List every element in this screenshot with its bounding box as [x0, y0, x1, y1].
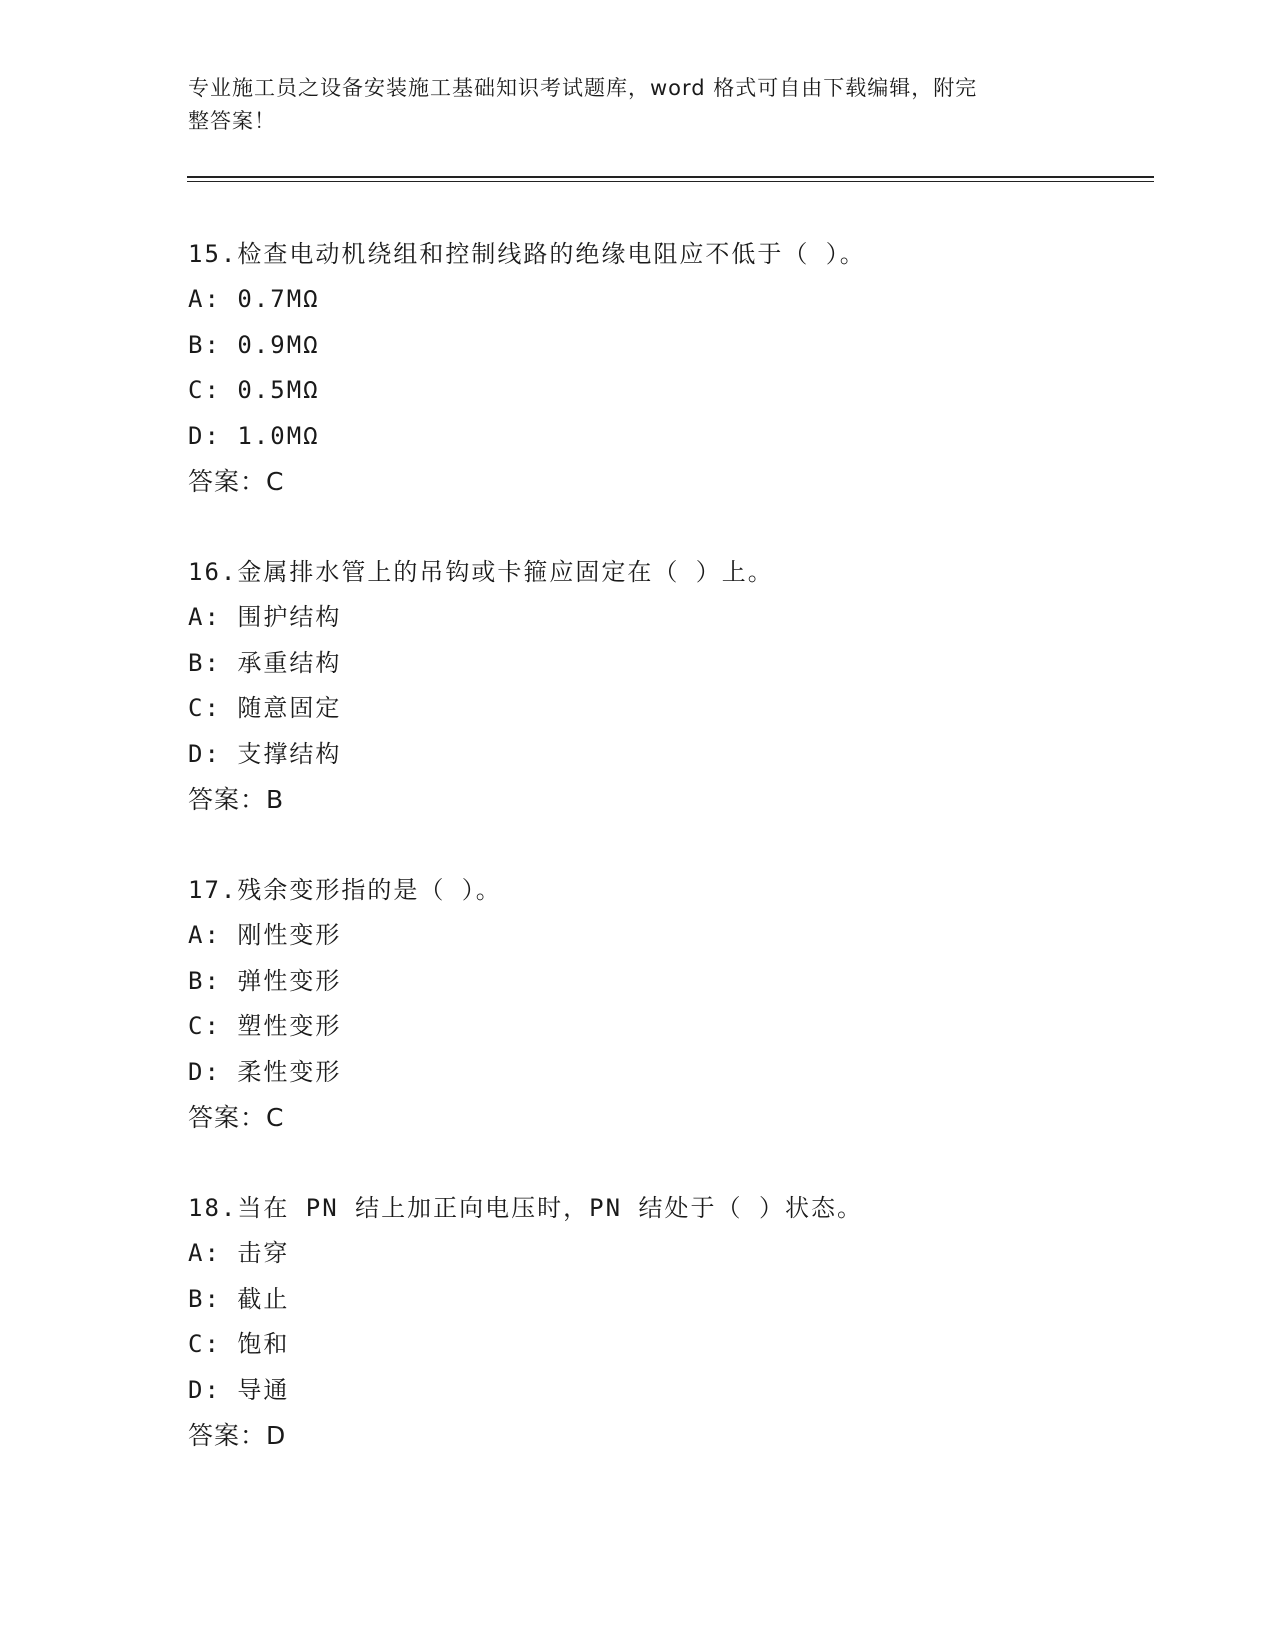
document-header — [188, 72, 1068, 138]
question-block — [188, 550, 1148, 823]
answer-line: 答案：C — [188, 1103, 285, 1132]
option-a: A: 刚性变形 — [188, 921, 342, 949]
option-d: D: 导通 — [188, 1375, 290, 1404]
question-block — [188, 1186, 1148, 1459]
option-a: A: 围护结构 — [188, 603, 342, 631]
option-c: C: 0.5MΩ — [188, 376, 320, 404]
question-block — [188, 868, 1148, 1141]
option-c: C: 饱和 — [188, 1330, 290, 1358]
option-b: B: 弹性变形 — [188, 966, 342, 995]
option-a: A: 0.7MΩ — [188, 285, 320, 313]
header-divider-thin — [187, 181, 1154, 182]
question-title: 15.检查电动机绕组和控制线路的绝缘电阻应不低于（ ）。 — [188, 240, 866, 268]
answer-line: 答案：D — [188, 1421, 287, 1450]
option-b: B: 承重结构 — [188, 648, 342, 677]
question-block — [188, 232, 1148, 505]
question-title: 17.残余变形指的是（ ）。 — [188, 876, 502, 904]
answer-line: 答案：C — [188, 467, 285, 496]
header-line-1: 专业施工员之设备安装施工基础知识考试题库，word 格式可自由下载编辑，附完 — [188, 76, 978, 100]
question-title: 18.当在 PN 结上加正向电压时，PN 结处于（ ）状态。 — [188, 1194, 863, 1222]
header-line-2: 整答案！ — [188, 109, 276, 133]
option-c: C: 随意固定 — [188, 694, 342, 722]
header-divider-thick — [187, 176, 1154, 178]
option-c: C: 塑性变形 — [188, 1012, 342, 1040]
option-b: B: 0.9MΩ — [188, 330, 320, 359]
answer-line: 答案：B — [188, 785, 285, 814]
option-b: B: 截止 — [188, 1284, 290, 1313]
option-d: D: 1.0MΩ — [188, 421, 320, 450]
option-d: D: 柔性变形 — [188, 1057, 342, 1086]
question-title: 16.金属排水管上的吊钩或卡箍应固定在（ ）上。 — [188, 558, 774, 586]
option-d: D: 支撑结构 — [188, 739, 342, 768]
option-a: A: 击穿 — [188, 1239, 290, 1267]
